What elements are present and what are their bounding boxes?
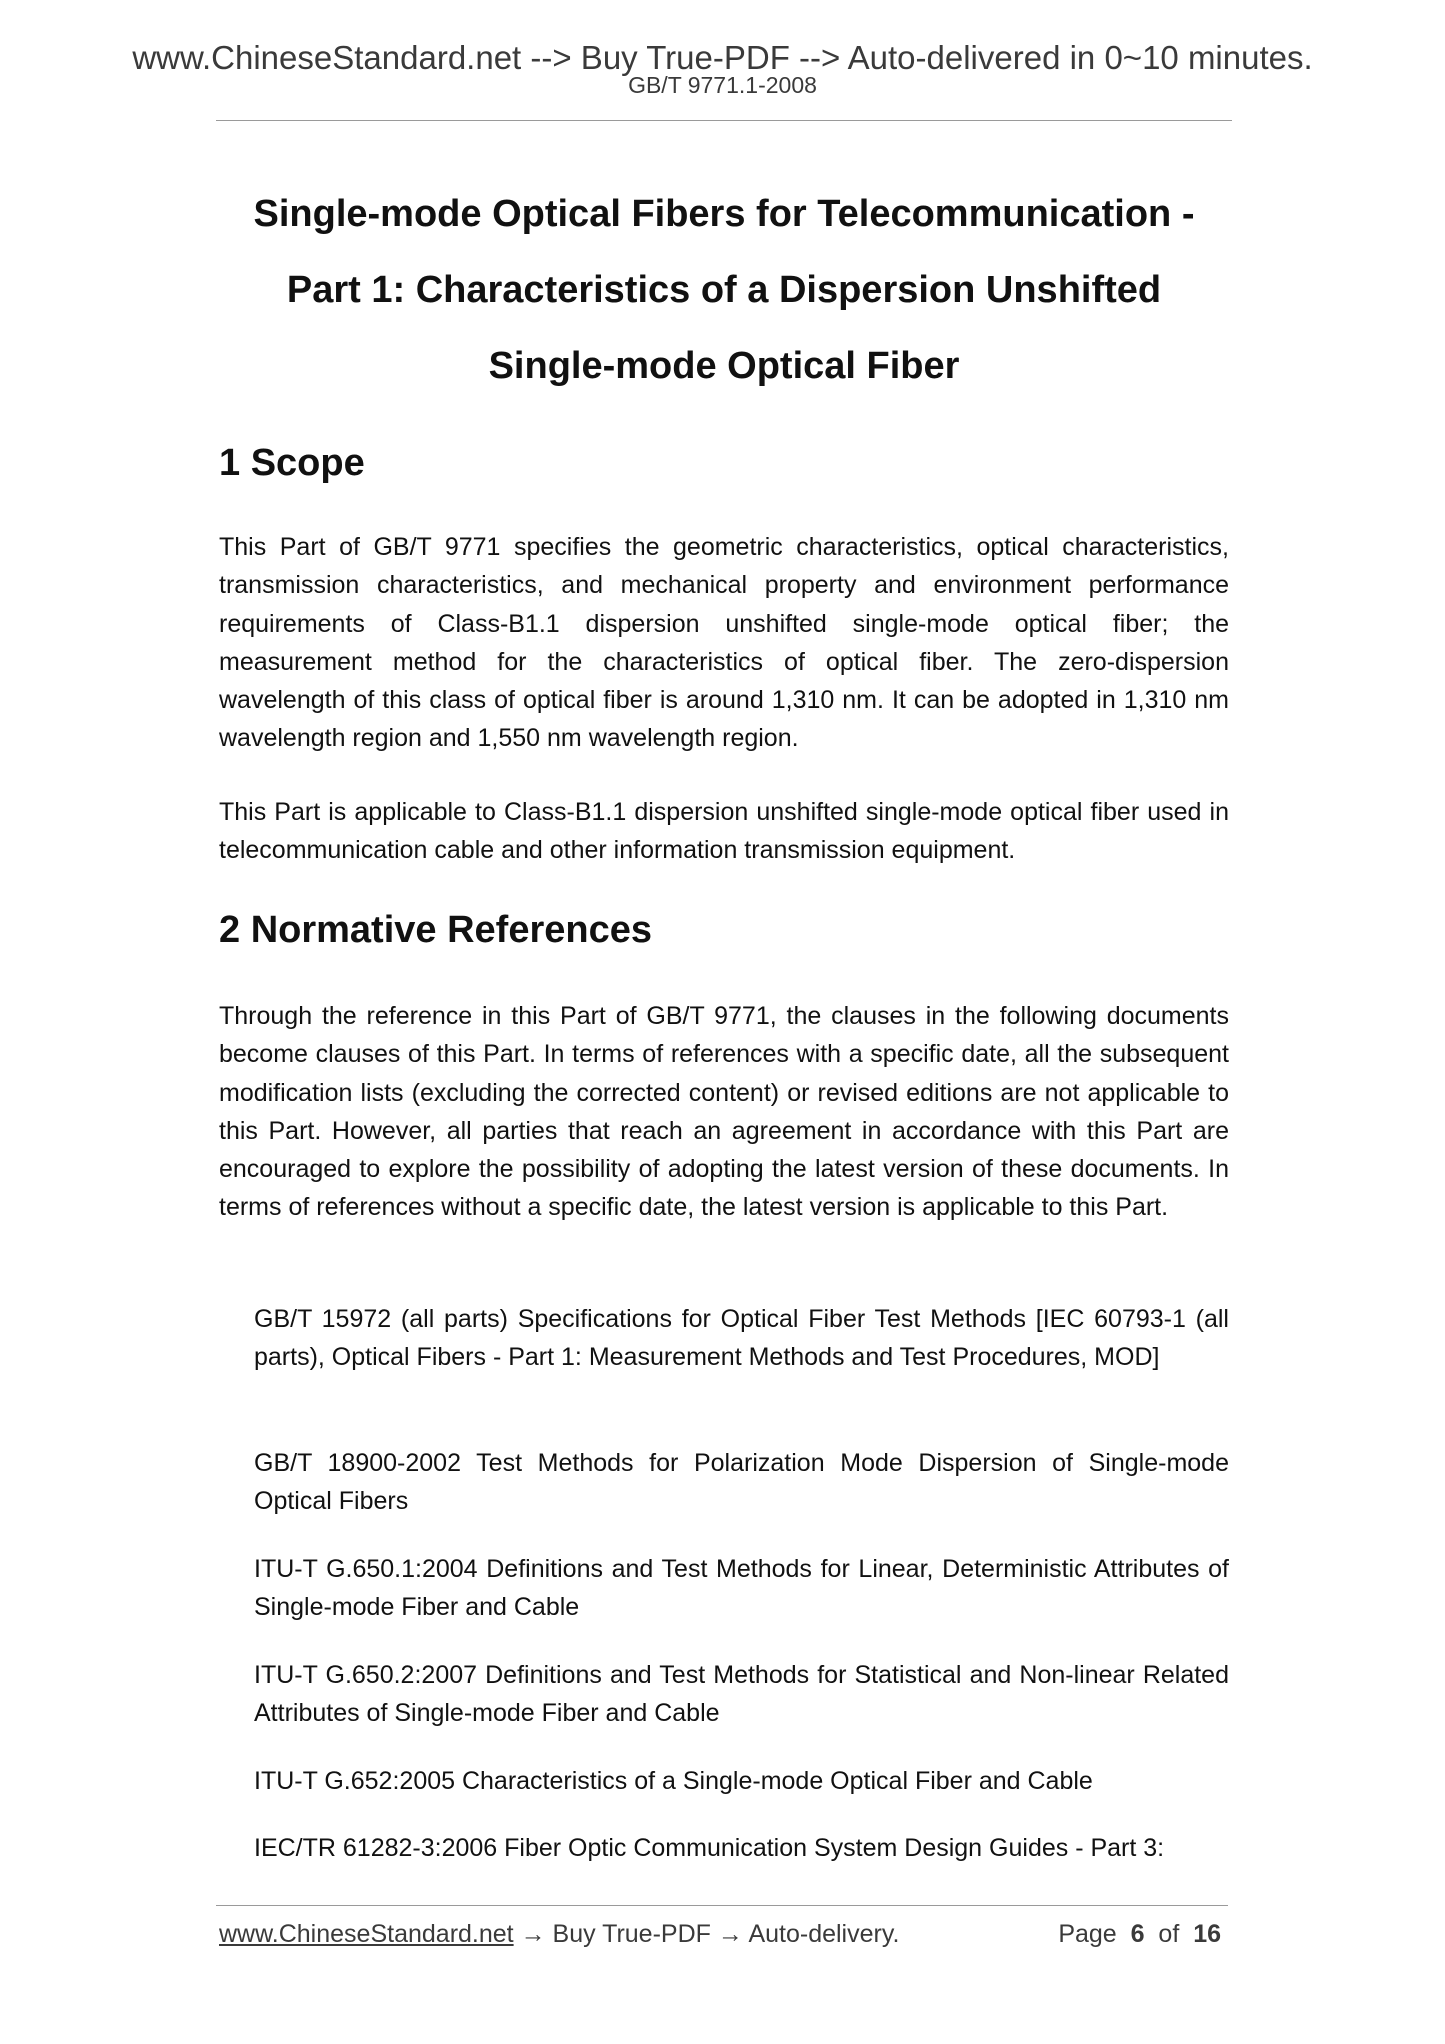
document-title (216, 176, 1232, 404)
header-divider (216, 120, 1232, 121)
page-label: Page (1058, 1920, 1117, 1948)
page-of: of (1158, 1920, 1180, 1948)
footer-divider (216, 1905, 1228, 1906)
title-line-2: Part 1: Characteristics of a Dispersion Unshifted (286, 269, 1162, 311)
arrow-right-icon: → (520, 1920, 546, 1948)
footer-buy-text: Buy True-PDF (552, 1920, 711, 1948)
section-heading-references: 2 Normative References (219, 909, 652, 951)
reference-item: IEC/TR 61282-3:2006 Fiber Optic Communication System Design Guides - Part 3: (254, 1834, 1165, 1862)
page-indicator (1058, 1917, 1221, 1951)
reference-item: ITU-T G.652:2005 Characteristics of a Single-mode Optical Fiber and Cable (254, 1767, 1093, 1795)
reference-item: GB/T 18900-2002 Test Methods for Polarization Mode Dispersion of Single-mode Optical Fibers (254, 1449, 1229, 1516)
title-line-3: Single-mode Optical Fiber (488, 345, 960, 387)
title-line-1: Single-mode Optical Fibers for Telecommunication - (253, 193, 1195, 235)
standard-code: GB/T 9771.1-2008 (628, 72, 817, 98)
header-banner: www.ChineseStandard.net --> Buy True-PDF --> Auto-delivered in 0~10 minutes. (132, 39, 1313, 76)
section-heading-scope: 1 Scope (219, 442, 365, 484)
footer-site-link[interactable]: www.ChineseStandard.net (219, 1920, 514, 1948)
footer-delivery-text: Auto-delivery. (748, 1920, 900, 1948)
reference-item: ITU-T G.650.1:2004 Definitions and Test Methods for Linear, Deterministic Attributes of Single-mode Fiber and Cable (254, 1555, 1229, 1622)
references-intro: Through the reference in this Part of GB/T 9771, the clauses in the following documents become clauses of this Part. In terms of references with a specific date, all the subsequent modification lists (excluding the corrected content) or revised editions are not applicable to this Part. However, all parties that reach an agreement in accordance with this Part are encouraged to explore the possibility of adopting the latest version of these documents. In terms of references without a specific date, the latest version is applicable to this Part. (219, 1002, 1229, 1222)
page-total: 16 (1193, 1920, 1221, 1948)
page-current: 6 (1130, 1920, 1145, 1948)
page-footer (219, 1917, 1229, 1951)
reference-item: GB/T 15972 (all parts) Specifications for Optical Fiber Test Methods [IEC 60793-1 (all parts), Optical Fibers - Part 1: Measurement Methods and Test Procedures, MOD] (254, 1305, 1229, 1372)
scope-paragraph-1: This Part of GB/T 9771 specifies the geometric characteristics, optical characteristics, transmission characteristics, and mechanical property and environment performance requirements of Class-B1.1 dispersion unshifted single-mode optical fiber; the measurement method for the characteristics of optical fiber. The zero-dispersion wavelength of this class of optical fiber is around 1,310 nm. It can be adopted in 1,310 nm wavelength region and 1,550 nm wavelength region. (219, 533, 1229, 753)
arrow-right-icon: → (717, 1920, 743, 1948)
scope-paragraph-2: This Part is applicable to Class-B1.1 dispersion unshifted single-mode optical fiber used in telecommunication cable and other information transmission equipment. (219, 798, 1229, 865)
reference-item: ITU-T G.650.2:2007 Definitions and Test Methods for Statistical and Non-linear Related Attributes of Single-mode Fiber and Cable (254, 1661, 1229, 1728)
